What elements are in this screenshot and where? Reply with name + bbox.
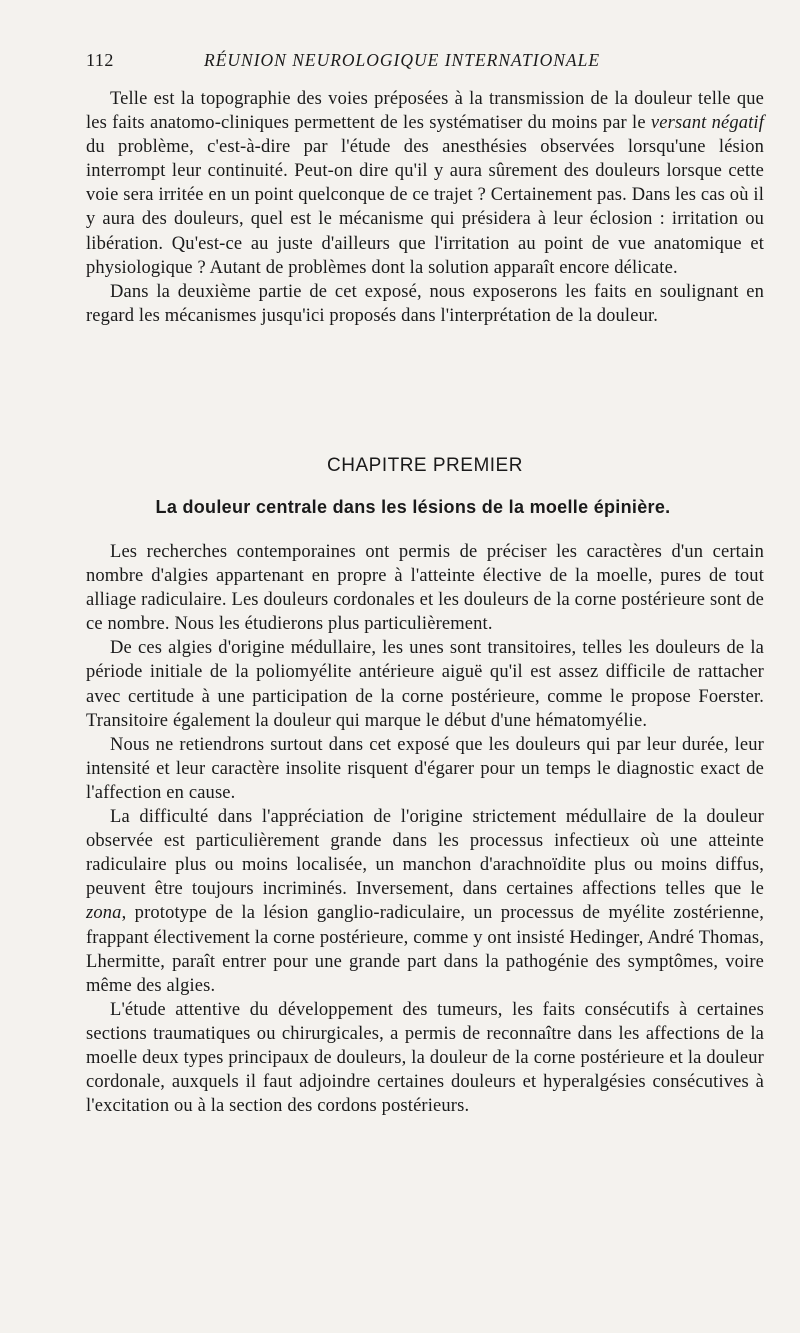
chapter-body — [86, 540, 764, 1118]
paragraph: L'étude attentive du développement des tumeurs, les faits consécutifs à certaines sections traumatiques ou chirurgicales, a permis de reconnaître dans les affections de la moelle deux types principaux de douleurs, la douleur de la corne postérieure et la douleur cordonale, auxquels il faut adjoindre certaines douleurs et hyperalgésies consécutives à l'excitation ou à la section des cordons postérieurs. — [86, 999, 764, 1117]
paragraph: Dans la deuxième partie de cet exposé, nous exposerons les faits en soulignant en regard les mécanismes jusqu'ici proposés dans l'interprétation de la douleur. — [86, 281, 764, 326]
emphasis: zona — [86, 903, 122, 924]
paragraph: Les recherches contemporaines ont permis de préciser les caractères d'un certain nombre d'algies appartenant en propre à l'atteinte élective de la moelle, pures de tout alliage radiculaire. Les douleurs cordonales et les douleurs de la corne postérieure sont de ce nombre. Nous les étudierons plus particulièrement. — [86, 542, 764, 635]
section-title: La douleur centrale dans les lésions de la moelle épinière. — [155, 497, 671, 517]
paragraph: De ces algies d'origine médullaire, les unes sont transitoires, telles les douleurs de la période initiale de la poliomyélite antérieure aiguë qu'il est assez difficile de rattacher avec certitude à une participation de la corne postérieure, comme le propose Foerster. Transitoire également la douleur qui marque le début d'une hématomyélie. — [86, 638, 764, 731]
running-title: RÉUNION NEUROLOGIQUE INTERNATIONALE — [204, 50, 601, 70]
paragraph: Telle est la topographie des voies préposées à la transmission de la douleur telle que les faits anatomo-cliniques permettent de les systématiser du moins par le versant négatif du problème, c'est-à-dire par l'étude des anesthésies observées lorsqu'une lésion interrompt leur continuité. Peut-on dire qu'il y aura sûrement des douleurs lorsque cette voie sera irritée en un point quelconque de ce trajet ? Certainement pas. Dans les cas où il y aura des douleurs, quel est le mécanisme qui présidera à leur éclosion : irritation ou libération. Qu'est-ce au juste d'ailleurs que l'irritation au point de vue anatomique et physiologique ? Autant de problèmes dont la solution apparaît encore délicate. — [86, 89, 765, 278]
paragraph: Nous ne retiendrons surtout dans cet exposé que les douleurs qui par leur durée, leur intensité et leur caractère insolite risquent d'égarer pour un temps le diagnostic exact de l'affection en cause. — [86, 734, 764, 803]
intro-section — [86, 87, 764, 328]
emphasis: versant négatif — [650, 113, 765, 134]
chapter-title: CHAPITRE PREMIER — [327, 455, 523, 476]
page-header — [86, 50, 736, 76]
page-number: 112 — [86, 50, 114, 70]
paragraph: La difficulté dans l'appréciation de l'origine strictement médullaire de la douleur observée est particulièrement grande dans les processus infectieux où une atteinte radiculaire plus ou moins localisée, un manchon d'arachnoïdite plus ou moins diffus, peuvent être toujours incriminés. Inversement, dans certaines affections telles que le zona, prototype de la lésion ganglio-radiculaire, un processus de myélite zostérienne, frappant électivement la corne postérieure, comme y ont insisté Hedinger, André Thomas, Lhermitte, paraît entrer pour une grande part dans la pathogénie des symptômes, voire même des algies. — [86, 807, 764, 996]
